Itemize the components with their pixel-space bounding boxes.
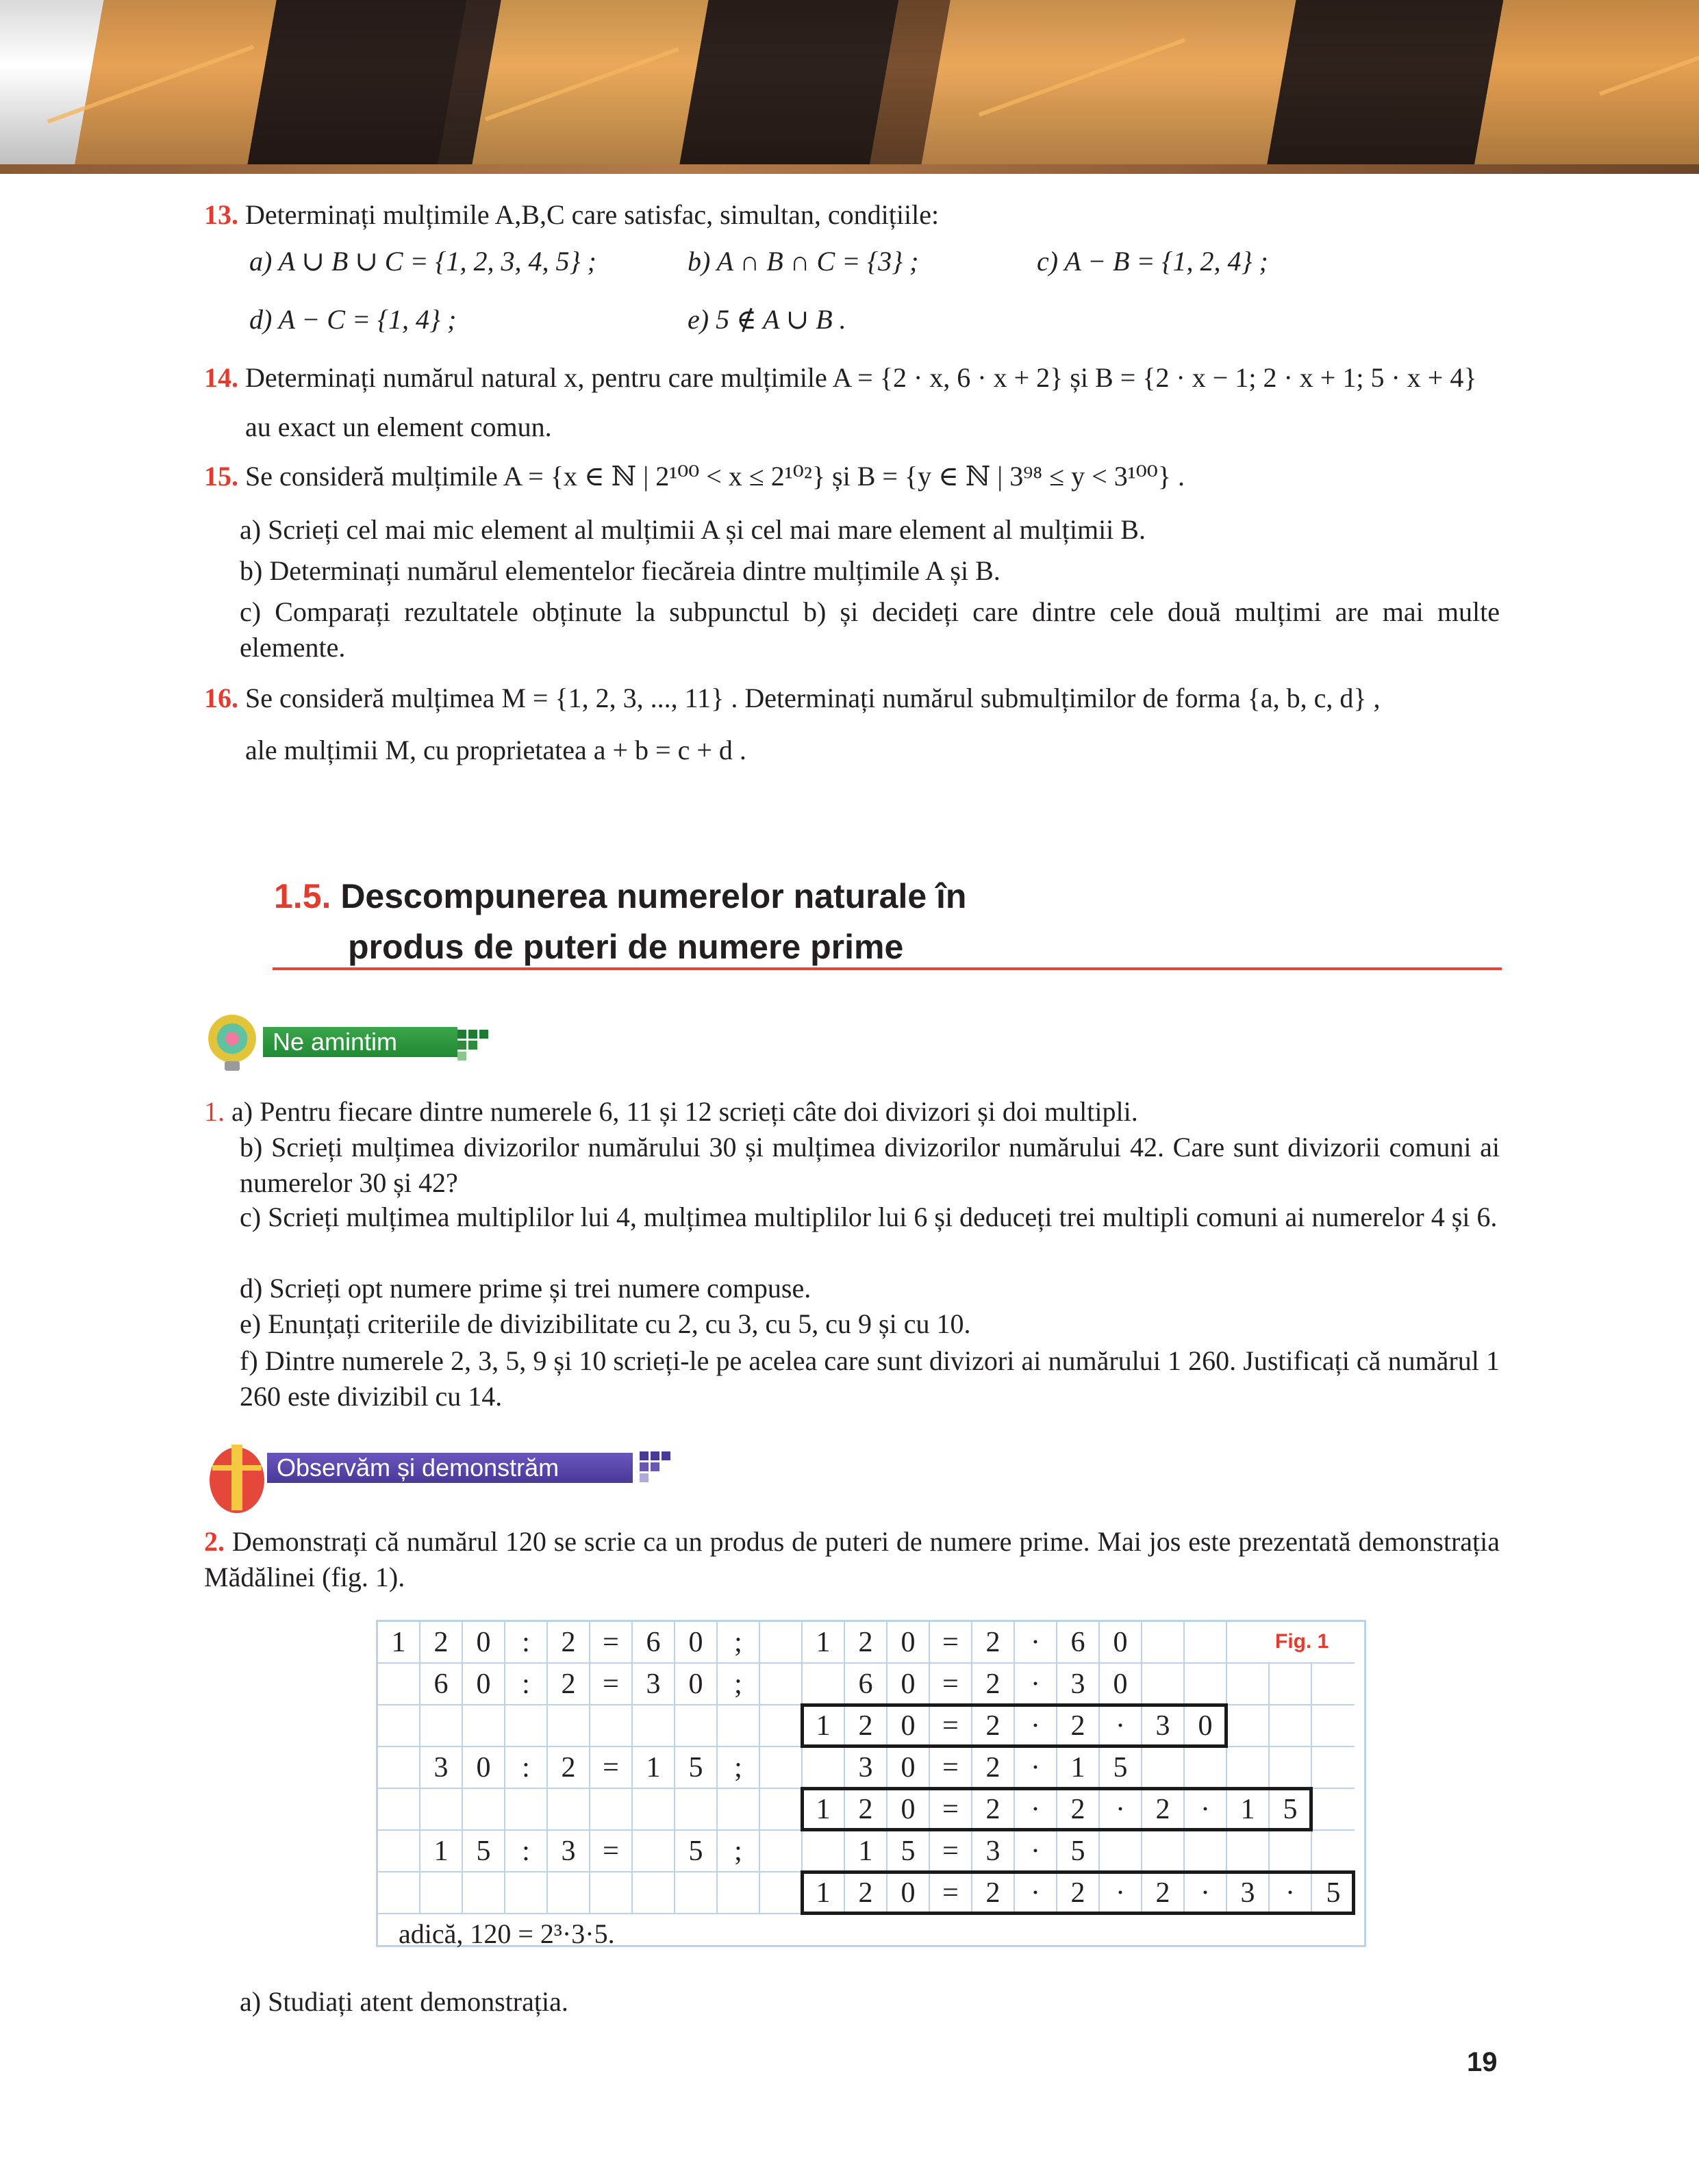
grid-cell: 5 bbox=[1057, 1831, 1100, 1872]
grid-cell: 0 bbox=[888, 1872, 930, 1914]
grid-cell: ; bbox=[718, 1831, 760, 1872]
decor-square bbox=[468, 1030, 477, 1039]
grid-cell: ; bbox=[718, 1622, 760, 1664]
exercise-2-a: a) Studiați atent demonstrația. bbox=[240, 1986, 568, 2017]
exercise-number: 16. bbox=[204, 683, 238, 713]
grid-cell bbox=[1227, 1664, 1270, 1705]
grid-cell: · bbox=[1100, 1705, 1142, 1747]
grid-cell: 2 bbox=[1057, 1789, 1100, 1831]
grid-cell bbox=[420, 1872, 463, 1914]
grid-cell: 1 bbox=[803, 1872, 845, 1914]
exercise-13-a: a) A ∪ B ∪ C = {1, 2, 3, 4, 5} ; bbox=[249, 246, 596, 277]
grid-cell: · bbox=[1015, 1622, 1057, 1664]
figure-1-grid bbox=[376, 1620, 1366, 1947]
grid-cell bbox=[505, 1705, 548, 1747]
grid-cell bbox=[1270, 1831, 1312, 1872]
remember-item-d: d) Scrieți opt numere prime și trei numere compuse. bbox=[240, 1273, 811, 1304]
grid-cell bbox=[463, 1705, 505, 1747]
grid-cell: · bbox=[1185, 1789, 1227, 1831]
grid-cell bbox=[760, 1747, 803, 1789]
header-banner-image bbox=[0, 0, 1699, 164]
grid-cell: 1 bbox=[1057, 1747, 1100, 1789]
grid-cell: 3 bbox=[972, 1831, 1015, 1872]
grid-cell: 2 bbox=[972, 1622, 1015, 1664]
grid-cell bbox=[675, 1705, 718, 1747]
grid-cell: 1 bbox=[378, 1622, 420, 1664]
grid-cell bbox=[1142, 1747, 1185, 1789]
figure-conclusion: adică, 120 = 2³·3·5. bbox=[399, 1918, 615, 1949]
grid-cell: 2 bbox=[972, 1789, 1015, 1831]
grid-cell: 5 bbox=[675, 1831, 718, 1872]
grid-cell bbox=[590, 1872, 633, 1914]
grid-cell bbox=[1312, 1747, 1355, 1789]
grid-cell bbox=[633, 1789, 675, 1831]
grid-cell bbox=[718, 1705, 760, 1747]
grid-cell: 2 bbox=[845, 1622, 888, 1664]
grid-cell bbox=[505, 1789, 548, 1831]
grid-cell: · bbox=[1185, 1872, 1227, 1914]
grid-cell: · bbox=[1015, 1664, 1057, 1705]
exercise-16 bbox=[204, 682, 1381, 715]
grid-cell bbox=[378, 1789, 420, 1831]
grid-cell: ; bbox=[718, 1664, 760, 1705]
grid-cell: 0 bbox=[888, 1622, 930, 1664]
grid-cell: = bbox=[930, 1872, 972, 1914]
grid-cell: 2 bbox=[1057, 1872, 1100, 1914]
grid-cell bbox=[1227, 1705, 1270, 1747]
grid-cell: 6 bbox=[420, 1664, 463, 1705]
grid-cell bbox=[633, 1831, 675, 1872]
remember-item-c: c) Scrieți mulțimea multiplilor lui 4, mulțimea multiplilor lui 6 și deduceți trei multipli comuni ai numerelor 4 și 6. bbox=[240, 1202, 1498, 1232]
exercise-14-continuation: au exact un element comun. bbox=[245, 411, 552, 442]
grid-cell: 0 bbox=[675, 1622, 718, 1664]
grid-cell bbox=[548, 1705, 590, 1747]
grid-cell: 0 bbox=[888, 1747, 930, 1789]
exercise-15-c: c) Comparați rezultatele obținute la subpunctul b) și decideți care dintre cele două mulțimi are mai multe elemente. bbox=[240, 596, 1500, 663]
grid-cell: ; bbox=[718, 1747, 760, 1789]
grid-cell: 0 bbox=[888, 1789, 930, 1831]
grid-cell: 0 bbox=[888, 1705, 930, 1747]
grid-cell: 1 bbox=[803, 1622, 845, 1664]
grid-cell: 1 bbox=[803, 1789, 845, 1831]
grid-cell bbox=[378, 1831, 420, 1872]
grid-cell: · bbox=[1015, 1872, 1057, 1914]
exercise-13-d: d) A − C = {1, 4} ; bbox=[249, 304, 457, 335]
grid-cell: · bbox=[1100, 1789, 1142, 1831]
grid-cell: 1 bbox=[803, 1705, 845, 1747]
grid-cell: · bbox=[1015, 1747, 1057, 1789]
grid-cell: 5 bbox=[675, 1747, 718, 1789]
grid-cell bbox=[548, 1872, 590, 1914]
grid-cell: 5 bbox=[1100, 1747, 1142, 1789]
grid-cell bbox=[1185, 1831, 1227, 1872]
grid-cell bbox=[420, 1705, 463, 1747]
grid-cell: 6 bbox=[1057, 1622, 1100, 1664]
exercise-15 bbox=[204, 460, 1185, 493]
grid-cell: 5 bbox=[1312, 1872, 1355, 1914]
grid-cell bbox=[463, 1872, 505, 1914]
exercise-15-a: a) Scrieți cel mai mic element al mulțimii A și cel mai mare element al mulțimii B. bbox=[240, 514, 1146, 545]
grid-cell bbox=[760, 1664, 803, 1705]
grid-cell bbox=[463, 1789, 505, 1831]
grid-cell bbox=[803, 1747, 845, 1789]
grid-cell bbox=[420, 1789, 463, 1831]
grid-cell: 1 bbox=[420, 1831, 463, 1872]
grid-cell bbox=[1270, 1705, 1312, 1747]
decor-square bbox=[457, 1041, 466, 1050]
decor-square bbox=[640, 1451, 649, 1460]
exercise-15-b: b) Determinați numărul elementelor fiecăreia dintre mulțimile A și B. bbox=[240, 555, 1000, 586]
grid-cell: 2 bbox=[548, 1664, 590, 1705]
decor-square bbox=[468, 1041, 477, 1050]
highlighted-result-box bbox=[801, 1703, 1228, 1748]
grid-cell: 5 bbox=[1270, 1789, 1312, 1831]
exercise-13-c: c) A − B = {1, 2, 4} ; bbox=[1037, 246, 1268, 277]
decor-square bbox=[640, 1473, 649, 1482]
exercise-text: Se consideră mulțimile A = {x ∈ ℕ | 2¹⁰⁰ < x ≤ 2¹⁰²} și B = {y ∈ ℕ | 3⁹⁸ ≤ y < 3¹⁰⁰} . bbox=[245, 461, 1185, 492]
remember-item-e: e) Enunțați criteriile de divizibilitate cu 2, cu 3, cu 5, cu 9 și cu 10. bbox=[240, 1308, 971, 1339]
section-title-line1: Descompunerea numerelor naturale în bbox=[340, 877, 967, 915]
grid-cell bbox=[1185, 1664, 1227, 1705]
grid-cell bbox=[1270, 1747, 1312, 1789]
grid-cell bbox=[590, 1705, 633, 1747]
exercise-number: 15. bbox=[204, 461, 238, 492]
grid-cell: · bbox=[1100, 1872, 1142, 1914]
grid-cell: 1 bbox=[1227, 1789, 1270, 1831]
badge-label: Observăm și demonstrăm bbox=[267, 1453, 633, 1483]
grid-cell: 0 bbox=[675, 1664, 718, 1705]
grid-cell bbox=[1142, 1622, 1185, 1664]
grid-cell bbox=[1312, 1789, 1355, 1831]
grid-cell bbox=[1312, 1831, 1355, 1872]
grid-cell: = bbox=[930, 1789, 972, 1831]
exercise-2 bbox=[204, 1524, 1500, 1595]
grid-cell: 0 bbox=[463, 1747, 505, 1789]
grid-cell bbox=[378, 1872, 420, 1914]
grid-cell: = bbox=[930, 1705, 972, 1747]
section-title-line2: produs de puteri de numere prime bbox=[348, 928, 904, 966]
grid-cell bbox=[760, 1789, 803, 1831]
grid-cell: 6 bbox=[845, 1664, 888, 1705]
grid-cell: 2 bbox=[845, 1872, 888, 1914]
grid-cell: 2 bbox=[548, 1622, 590, 1664]
decor-square bbox=[651, 1451, 659, 1460]
grid-cell: = bbox=[590, 1622, 633, 1664]
grid-cell bbox=[1142, 1664, 1185, 1705]
grid-cell: = bbox=[590, 1747, 633, 1789]
decor-square bbox=[640, 1462, 649, 1471]
grid-cell bbox=[1227, 1747, 1270, 1789]
grid-cell: · bbox=[1270, 1872, 1312, 1914]
badge-label: Ne amintim bbox=[263, 1027, 457, 1057]
grid-cell bbox=[760, 1831, 803, 1872]
exercise-13-b: b) A ∩ B ∩ C = {3} ; bbox=[688, 246, 919, 277]
grid-cell bbox=[760, 1872, 803, 1914]
grid-cell bbox=[760, 1622, 803, 1664]
grid-cell bbox=[1312, 1705, 1355, 1747]
grid-cell bbox=[675, 1789, 718, 1831]
grid-cell bbox=[590, 1789, 633, 1831]
exercise-text: Determinați numărul natural x, pentru care mulțimile A = {2 · x, 6 · x + 2} și B = {2 · x − 1; 2 · x + 1; 5 · x + 4} bbox=[245, 362, 1477, 393]
lightbulb-base bbox=[225, 1061, 240, 1071]
grid-cell: 5 bbox=[463, 1831, 505, 1872]
remember-item-f: f) Dintre numerele 2, 3, 5, 9 și 10 scrieți-le pe acelea care sunt divizori ai numărului 1 260. Justificați că numărul 1 260 este divizibil cu 14. bbox=[240, 1345, 1500, 1412]
grid-cell: 2 bbox=[420, 1622, 463, 1664]
exercise-number: 14. bbox=[204, 362, 238, 393]
badge-ne-amintim bbox=[204, 1012, 499, 1069]
grid-cell: 2 bbox=[972, 1872, 1015, 1914]
page-number: 19 bbox=[1467, 2047, 1498, 2077]
decor-square bbox=[662, 1451, 670, 1460]
grid-cell: = bbox=[930, 1664, 972, 1705]
exercise-13-e: e) 5 ∉ A ∪ B . bbox=[688, 304, 846, 335]
grid-cell bbox=[1142, 1831, 1185, 1872]
grid-cell: 2 bbox=[972, 1747, 1015, 1789]
grid-cell: 2 bbox=[548, 1747, 590, 1789]
grid-cell: · bbox=[1015, 1831, 1057, 1872]
exercise-text: Determinați mulțimile A,B,C care satisfac, simultan, condițiile: bbox=[245, 199, 940, 230]
remember-item-1 bbox=[204, 1095, 1138, 1128]
grid-cell bbox=[378, 1747, 420, 1789]
grid-cell: 2 bbox=[972, 1705, 1015, 1747]
grid-cell: = bbox=[930, 1747, 972, 1789]
grid-cell bbox=[1185, 1747, 1227, 1789]
grid-cell: 2 bbox=[1142, 1789, 1185, 1831]
grid-cell: 3 bbox=[1227, 1872, 1270, 1914]
decor-square bbox=[651, 1462, 659, 1471]
figure-body bbox=[231, 1445, 242, 1510]
grid-cell bbox=[633, 1872, 675, 1914]
grid-cell bbox=[1227, 1831, 1270, 1872]
decor-square bbox=[479, 1030, 488, 1039]
grid-cell: 2 bbox=[1142, 1872, 1185, 1914]
grid-cell: 5 bbox=[888, 1831, 930, 1872]
grid-cell bbox=[1312, 1664, 1355, 1705]
grid-cell: 2 bbox=[972, 1664, 1015, 1705]
grid-cell: 3 bbox=[845, 1747, 888, 1789]
grid-cell: 0 bbox=[1100, 1622, 1142, 1664]
figure-arms bbox=[212, 1465, 262, 1471]
grid-cell: = bbox=[930, 1622, 972, 1664]
exercise-14 bbox=[204, 361, 1477, 394]
grid-cell: 2 bbox=[845, 1705, 888, 1747]
grid-cell bbox=[633, 1705, 675, 1747]
grid-cell bbox=[548, 1789, 590, 1831]
grid-cell: 1 bbox=[633, 1747, 675, 1789]
grid-cell: = bbox=[930, 1831, 972, 1872]
grid-cell: 3 bbox=[633, 1664, 675, 1705]
grid-cell: · bbox=[1015, 1705, 1057, 1747]
grid-cell: 0 bbox=[888, 1664, 930, 1705]
grid-cell: 3 bbox=[1057, 1664, 1100, 1705]
lightbulb-icon bbox=[208, 1015, 256, 1063]
grid-cell bbox=[718, 1872, 760, 1914]
badge-observam-demonstram bbox=[204, 1438, 690, 1495]
banner-bottom-strip bbox=[0, 164, 1699, 174]
grid-cell: 6 bbox=[633, 1622, 675, 1664]
grid-cell: · bbox=[1015, 1789, 1057, 1831]
grid-cell bbox=[1185, 1622, 1227, 1664]
grid-cell: 2 bbox=[845, 1789, 888, 1831]
grid-cell: 3 bbox=[420, 1747, 463, 1789]
grid-cell: : bbox=[505, 1664, 548, 1705]
grid-cell: : bbox=[505, 1831, 548, 1872]
grid-cell bbox=[760, 1705, 803, 1747]
decor-square bbox=[457, 1052, 466, 1061]
grid-cell bbox=[1270, 1664, 1312, 1705]
exercise-text: Se consideră mulțimea M = {1, 2, 3, ..., 11} . Determinați numărul submulțimilor de forma {a, b, c, d} , bbox=[245, 683, 1381, 713]
exercise-number: 13. bbox=[204, 199, 238, 230]
exercise-text: Demonstrați că numărul 120 se scrie ca un produs de puteri de numere prime. Mai jos este prezentată demonstrația Mădălinei (fig. 1). bbox=[204, 1526, 1500, 1592]
grid-cell: : bbox=[505, 1747, 548, 1789]
item-a: a) Pentru fiecare dintre numerele 6, 11 și 12 scrieți câte doi divizori și doi multipli. bbox=[231, 1096, 1138, 1127]
grid-cell bbox=[378, 1705, 420, 1747]
grid-cell: 0 bbox=[1185, 1705, 1227, 1747]
figure-label: Fig. 1 bbox=[1275, 1630, 1329, 1653]
grid-cell bbox=[505, 1872, 548, 1914]
grid-cell: 3 bbox=[548, 1831, 590, 1872]
grid-cell bbox=[803, 1664, 845, 1705]
section-divider bbox=[273, 967, 1502, 970]
section-number: 1.5. bbox=[274, 877, 331, 915]
grid-cell: 0 bbox=[1100, 1664, 1142, 1705]
grid-cell: : bbox=[505, 1622, 548, 1664]
grid-cell: = bbox=[590, 1831, 633, 1872]
grid-cell: 3 bbox=[1142, 1705, 1185, 1747]
grid-cell: = bbox=[590, 1664, 633, 1705]
exercise-13 bbox=[204, 199, 939, 231]
remember-item-b: b) Scrieți mulțimea divizorilor numărului 30 și mulțimea divizorilor numărului 42. Care sunt divizorii comuni ai numerelor 30 și 42? bbox=[240, 1132, 1500, 1198]
exercise-16-continuation: ale mulțimii M, cu proprietatea a + b = c + d . bbox=[245, 735, 746, 765]
highlighted-result-box bbox=[801, 1870, 1355, 1915]
grid-cell: 0 bbox=[463, 1664, 505, 1705]
decor-square bbox=[457, 1030, 466, 1039]
grid-cell: 2 bbox=[1057, 1705, 1100, 1747]
highlighted-result-box bbox=[801, 1787, 1313, 1831]
grid-cell bbox=[803, 1831, 845, 1872]
grid-cell bbox=[718, 1789, 760, 1831]
exercise-number: 2. bbox=[204, 1526, 225, 1557]
grid-cell bbox=[378, 1664, 420, 1705]
grid-cell bbox=[1100, 1831, 1142, 1872]
banner-shade bbox=[0, 0, 1699, 164]
section-title bbox=[274, 871, 966, 972]
exercise-number: 1. bbox=[204, 1096, 225, 1127]
grid-cell bbox=[675, 1872, 718, 1914]
grid-cell: 1 bbox=[845, 1831, 888, 1872]
grid-cell: 0 bbox=[463, 1622, 505, 1664]
